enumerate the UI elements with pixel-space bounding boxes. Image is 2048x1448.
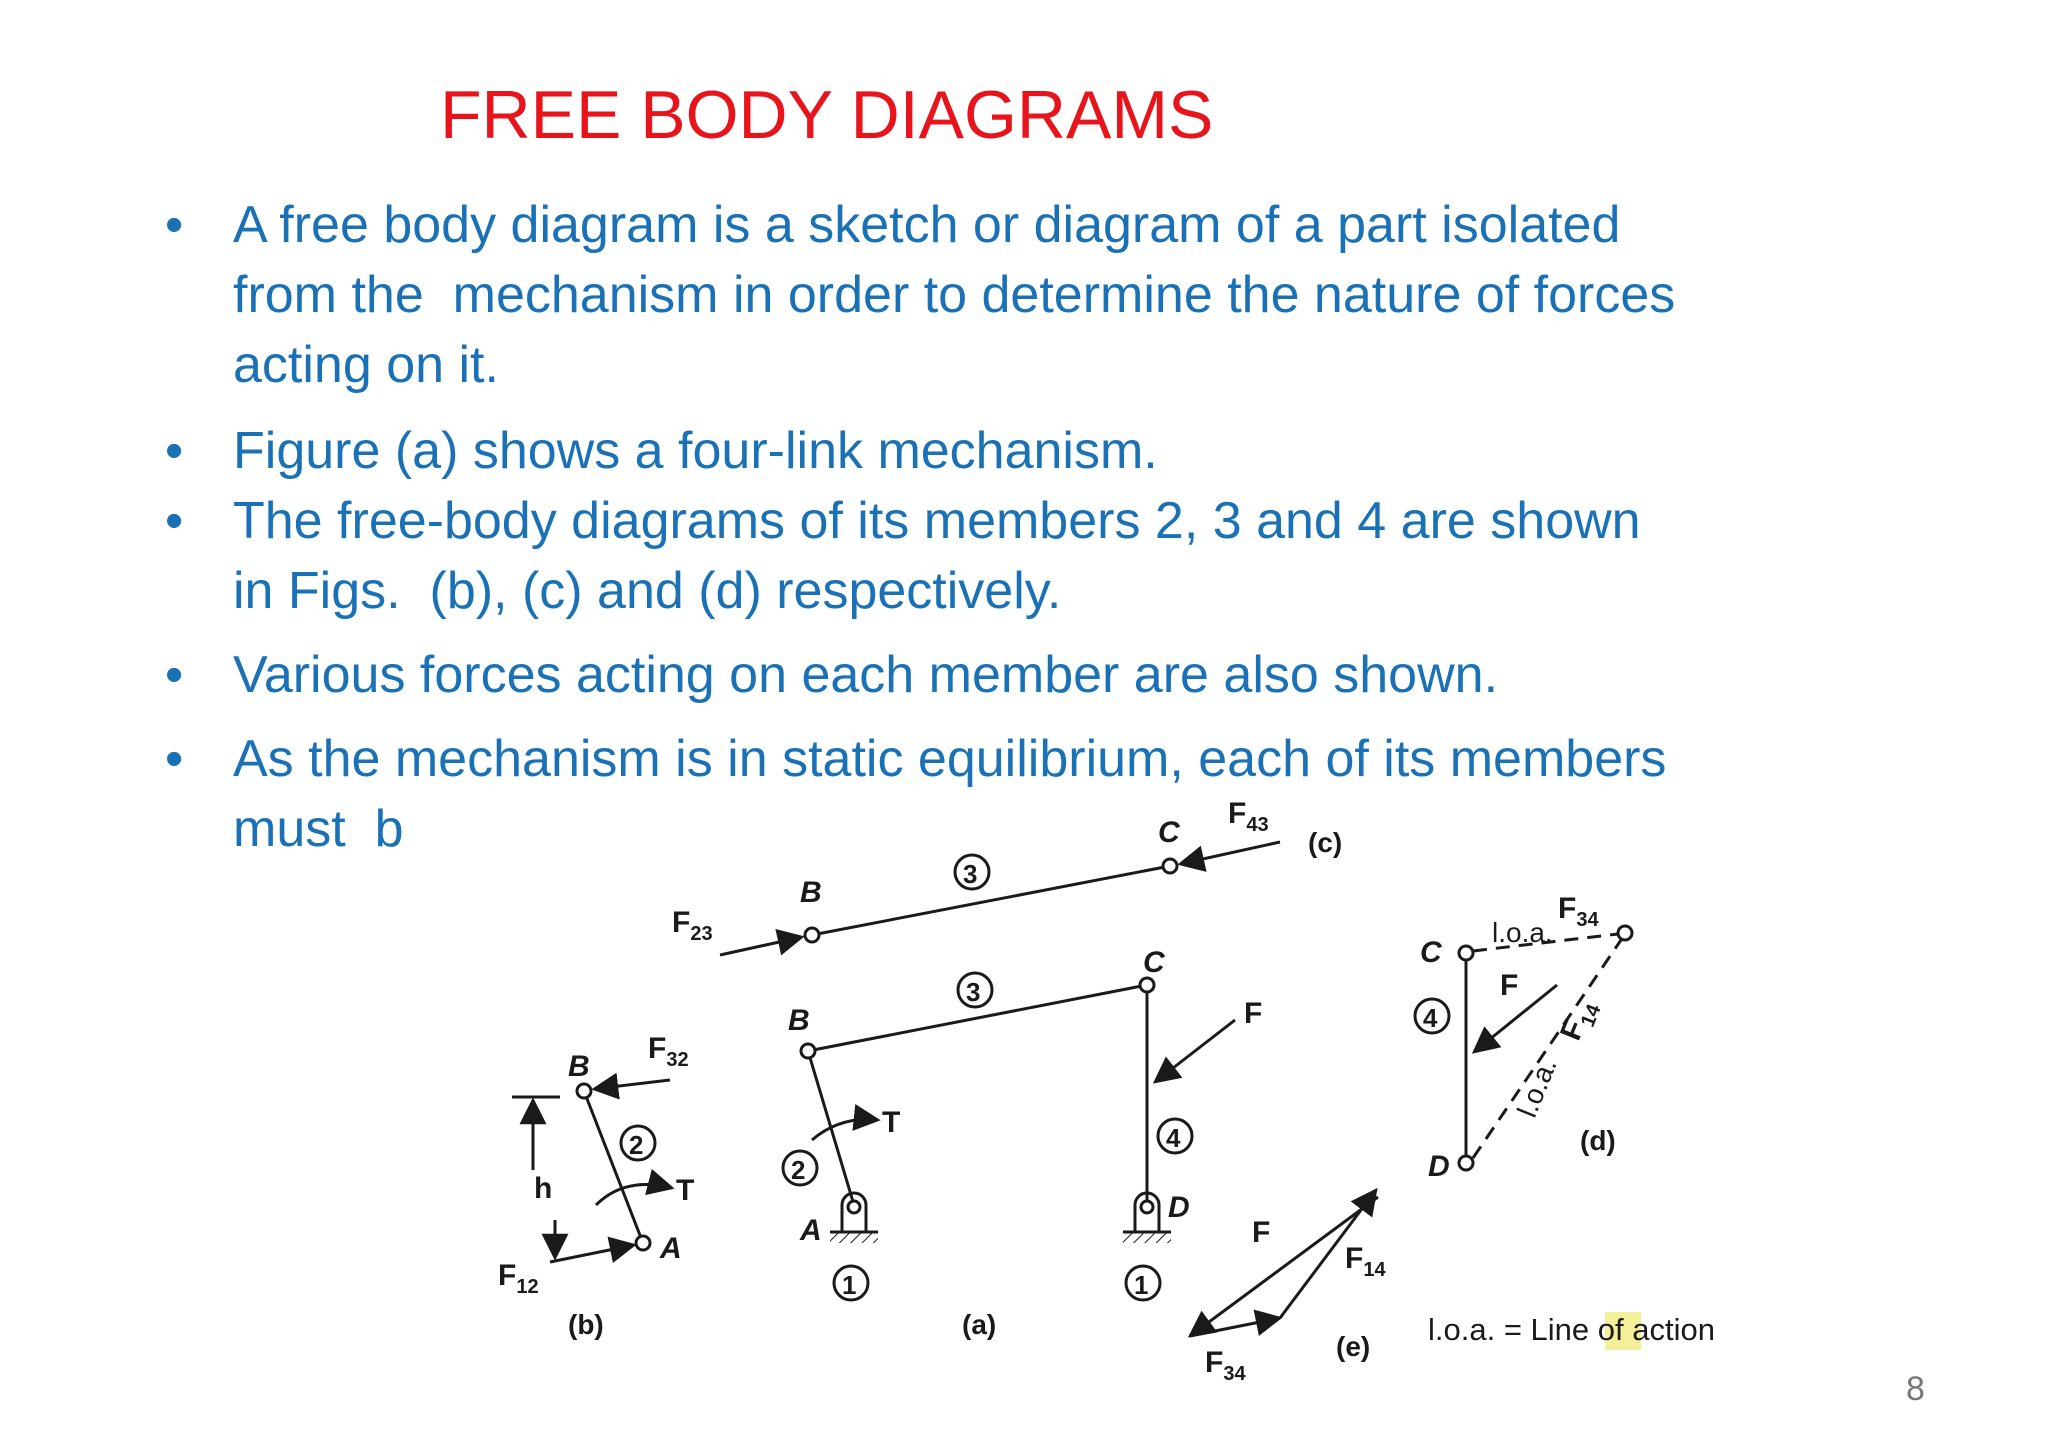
label-f34: $F_{34}$	[1558, 892, 1599, 931]
link-3-fbd	[812, 866, 1170, 935]
label-c: C	[1143, 946, 1165, 979]
label-loa: l.o.a.	[1492, 917, 1553, 948]
bullet-marker: •	[165, 492, 184, 550]
pin-c	[1140, 978, 1154, 992]
label-force: F	[1244, 997, 1263, 1030]
label-b: B	[800, 876, 822, 909]
label-f23: $F_{23}$	[672, 906, 713, 945]
label-link-3: 3	[963, 859, 978, 889]
bullet-text: The free-body diagrams of its members 2, 3 and 4 are shown in Figs. (b), (c) and (d) respectively.	[233, 492, 1641, 620]
label-ground-1: 1	[842, 1270, 857, 1300]
bullet-text: Various forces acting on each member are also shown.	[233, 646, 1499, 704]
label-d: D	[1168, 1191, 1190, 1224]
label-c: C	[1420, 936, 1442, 969]
pin-d	[1459, 1156, 1473, 1170]
force-f23-arrow	[720, 937, 802, 955]
label-f14: $F_{14}$	[1554, 1001, 1606, 1045]
force-f43-arrow	[1180, 842, 1280, 864]
torque-arrow	[812, 1119, 878, 1140]
label-torque: T	[882, 1106, 901, 1139]
pin-b	[805, 928, 819, 942]
label-force: F	[1500, 969, 1519, 1002]
caption-b: (b)	[568, 1309, 604, 1340]
label-f34: $F_{34}$	[1205, 1346, 1246, 1385]
force-f12-arrow	[550, 1245, 634, 1262]
bullet-marker: •	[165, 730, 184, 788]
point-concurrency	[1618, 926, 1632, 940]
label-b: B	[568, 1050, 590, 1083]
pin-a	[848, 1201, 860, 1213]
bullet-marker: •	[165, 646, 184, 704]
bullet-text: A free body diagram is a sketch or diagram of a part isolated from the mechanism in order to determine the nature of forces acting on it.	[233, 196, 1676, 394]
label-force: F	[1252, 1216, 1271, 1249]
bullet-marker: •	[165, 196, 184, 254]
bullet-text: As the mechanism is in static equilibrium, each of its members must b	[233, 730, 1667, 858]
ground-hatch-d	[1123, 1233, 1171, 1243]
label-d: D	[1428, 1150, 1450, 1183]
caption-d: (d)	[1580, 1125, 1616, 1156]
force-f32-arrow	[594, 1080, 670, 1089]
pin-b	[577, 1084, 591, 1098]
label-b: B	[788, 1004, 810, 1037]
bullet-text: Figure (a) shows a four-link mechanism.	[233, 422, 1158, 480]
label-link-3: 3	[966, 977, 981, 1007]
caption-a: (a)	[962, 1309, 997, 1340]
bullet-marker: •	[165, 422, 184, 480]
figure-b	[512, 1080, 672, 1262]
pin-b	[801, 1044, 815, 1058]
torque-arrow	[596, 1184, 672, 1205]
pin-d	[1141, 1201, 1153, 1213]
page-number: 8	[1906, 1370, 1925, 1408]
label-link-4: 4	[1166, 1123, 1181, 1153]
force-f-arrow	[1155, 1020, 1235, 1082]
label-link-2: 2	[791, 1155, 806, 1185]
label-c: C	[1158, 816, 1180, 849]
caption-e: (e)	[1336, 1331, 1371, 1362]
slide-title: FREE BODY DIAGRAMS	[440, 77, 1214, 153]
ground-hatch-a	[830, 1233, 878, 1243]
label-link-2: 2	[629, 1130, 644, 1160]
label-f14: $F_{14}$	[1345, 1242, 1386, 1281]
label-f12: $F_{12}$	[498, 1259, 539, 1298]
pin-c	[1163, 859, 1177, 873]
label-h: h	[534, 1172, 553, 1205]
label-loa: l.o.a.	[1511, 1053, 1563, 1122]
caption-c: (c)	[1308, 827, 1343, 858]
label-link-4: 4	[1423, 1003, 1438, 1033]
label-f43: $F_{43}$	[1228, 797, 1269, 836]
label-torque: T	[676, 1174, 695, 1207]
label-a: A	[800, 1214, 822, 1247]
pin-a	[636, 1236, 650, 1250]
label-a: A	[660, 1232, 682, 1265]
link-2-fbd	[584, 1091, 643, 1243]
label-ground-1: 1	[1134, 1270, 1149, 1300]
legend-text: l.o.a. = Line of action	[1428, 1312, 1715, 1347]
pin-c	[1459, 946, 1473, 960]
label-f32: $F_{32}$	[648, 1032, 689, 1071]
